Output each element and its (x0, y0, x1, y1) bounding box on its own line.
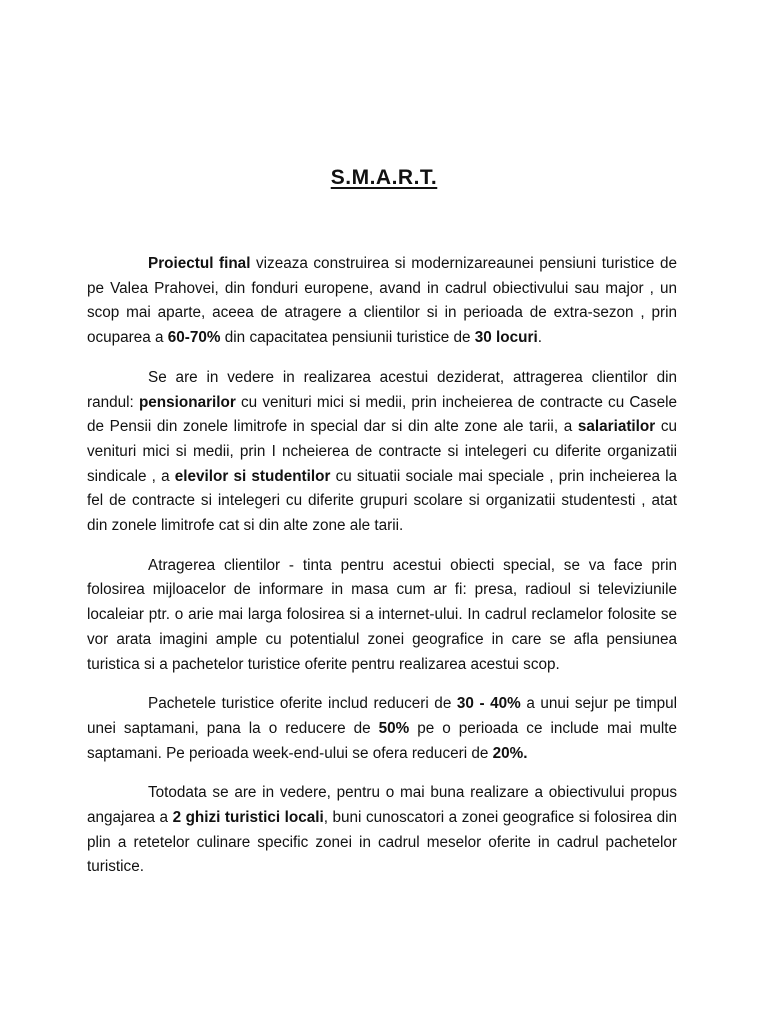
paragraph (87, 554, 677, 678)
text-run: Proiectul final (148, 255, 251, 272)
paragraph (87, 692, 677, 766)
text-run: 2 ghizi turistici locali (172, 809, 324, 827)
text-run: Totodata se are in vedere, pentru o mai buna realizare a obiectivului propus angajarea a (87, 784, 677, 827)
text-run: vizeaza construirea si modernizareaunei pensiuni turistice de pe Valea Prahovei, din fonduri europene, avand in cadrul obiectivului sau major , un scop mai aparte, aceea de atragere a clientilor si in perioada de extra-sezon , prin ocuparea a (87, 255, 678, 347)
text-run: cu venituri mici si medii, prin I ncheierea de contracte si intelegeri cu diferite organizatii sindicale , a (87, 418, 677, 485)
text-run: pe o perioada ce include mai multe saptamani. Pe perioada week-end-ului se ofera reduceri de (87, 719, 678, 762)
text-run: salariatilor (577, 418, 656, 436)
text-run: din capacitatea pensiunii turistice de (220, 329, 475, 347)
text-run: Se are in vedere in realizarea acestui deziderat, attragerea clientilor din randul: (87, 368, 677, 411)
text-run: 60-70% (167, 329, 221, 347)
text-run: 20%. (492, 744, 528, 762)
paragraph (87, 366, 677, 539)
document-title: S.M.A.R.T. (330, 166, 438, 189)
document-body (87, 252, 677, 895)
paragraph (87, 252, 677, 351)
text-run: 50% (378, 719, 410, 737)
text-run: cu situatii sociale mai speciale , prin incheierea la fel de contracte si intelegeri cu diferite grupuri scolare si organizatii studentesti , atat din zonele limitrofe cat si din alte zone ale tarii. (87, 467, 678, 535)
text-run: . (537, 329, 542, 347)
text-run: 30 - 40% (456, 695, 521, 713)
text-run: pensionarilor (138, 393, 236, 411)
text-run: Pachetele turistice oferite includ reduceri de (148, 695, 457, 713)
text-run: cu venituri mici si medii, prin incheierea de contracte cu Casele de Pensii din zonele limitrofe in special dar si din alte zone ale tarii, a (87, 393, 677, 436)
text-run: Atragerea clientilor - tinta pentru acestui obiecti special, se va face prin folosirea mijloacelor de informare in masa cum ar fi: presa, radioul si televiziunile localeiar ptr. o arie mai larga folosirea si a internet-ului. In cadrul reclamelor folosite se vor arata imagini ample cu potentialul zonei geografice in care se afla pensiunea turistica si a pachetelor turistice oferite pentru realizarea acestui scop. (87, 556, 677, 673)
text-run: 30 locuri (474, 329, 538, 347)
text-run: , buni cunoscatori a zonei geografice si folosirea din plin a retetelor culinare specific zonei in cadrul meselor oferite in cadrul pachetelor turistice. (87, 809, 677, 876)
text-run: elevilor si studentilor (174, 467, 331, 485)
text-run: a unui sejur pe timpul unei saptamani, pana la o reducere de (87, 695, 677, 737)
paragraph (87, 781, 677, 880)
